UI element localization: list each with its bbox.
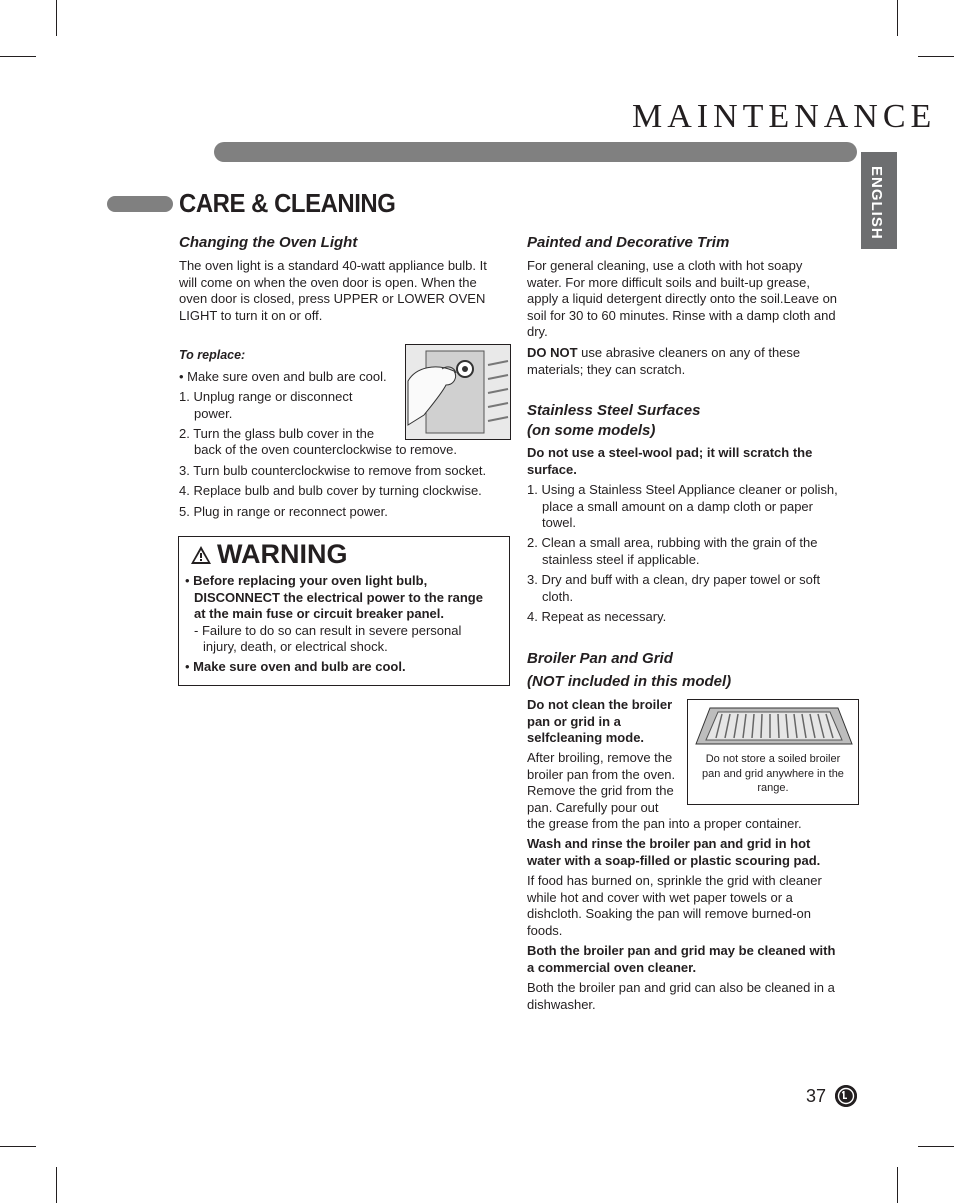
text-line: Wash and rinse the broiler pan and grid in hot bbox=[527, 836, 811, 851]
steel-step-3 bbox=[527, 572, 862, 605]
oven-light-illustration bbox=[405, 344, 511, 440]
text-line: - Failure to do so can result in severe personal bbox=[194, 622, 462, 638]
step-4: 4. Replace bulb and bulb cover by turning clockwise. bbox=[179, 483, 482, 498]
warning-bullet-2: • Make sure oven and bulb are cool. bbox=[185, 659, 406, 674]
crop-mark bbox=[897, 0, 898, 36]
text-line: selfcleaning mode. bbox=[527, 730, 645, 746]
step-1-cont: power. bbox=[194, 406, 233, 421]
text-span: use abrasive cleaners on any of these bbox=[577, 345, 801, 360]
text-line: apply a liquid detergent directly onto the soil.Leave on bbox=[527, 291, 838, 307]
crop-mark bbox=[56, 1167, 57, 1203]
text-line: towel. bbox=[542, 515, 576, 531]
text-line: 3. Dry and buff with a clean, dry paper towel or soft bbox=[527, 572, 821, 587]
text-line: After broiling, remove the bbox=[527, 750, 673, 765]
oven-light-heading: Changing the Oven Light bbox=[179, 234, 358, 251]
to-replace-label: To replace: bbox=[179, 348, 246, 362]
trim-body bbox=[527, 258, 862, 341]
warning-title: WARNING bbox=[217, 539, 348, 569]
broiler-heading: Broiler Pan and Grid bbox=[527, 650, 673, 667]
text-line: at the main fuse or circuit breaker panel. bbox=[194, 606, 444, 622]
text-line: broiler pan from the oven. bbox=[527, 766, 676, 782]
steel-warning bbox=[527, 445, 862, 478]
text-line: dishwasher. bbox=[527, 996, 596, 1012]
language-tab bbox=[861, 152, 897, 249]
text-line: water. For more difficult soils and built-up grease, bbox=[527, 274, 811, 290]
broiler-warning bbox=[527, 697, 687, 747]
broiler-heading-sub: (NOT included in this model) bbox=[527, 673, 732, 690]
crop-mark bbox=[918, 56, 954, 57]
text-line: 1. Using a Stainless Steel Appliance cleaner or polish, bbox=[527, 482, 838, 497]
text-line: Before replacing your oven light bulb, bbox=[193, 573, 428, 588]
broiler-dishwasher bbox=[527, 980, 862, 1013]
step-3: 3. Turn bulb counterclockwise to remove from socket. bbox=[179, 463, 487, 478]
text-line: while hot and cover with wet paper towels or a bbox=[527, 889, 793, 905]
text-line: dishcloth. Soaking the pan will remove burned-on bbox=[527, 906, 812, 922]
text-line: LIGHT to turn it on or off. bbox=[179, 307, 323, 323]
page-number: 37 bbox=[806, 1086, 827, 1106]
broiler-commercial bbox=[527, 943, 862, 976]
steel-step-1 bbox=[527, 482, 862, 532]
page-header-title: MAINTENANCE bbox=[632, 98, 937, 135]
text-line: foods. bbox=[527, 922, 563, 938]
text-line: pan or grid in a bbox=[527, 713, 621, 729]
text-line: Do not clean the broiler bbox=[527, 697, 673, 712]
step-1: 1. Unplug range or disconnect bbox=[179, 389, 353, 404]
text-line: 2. Clean a small area, rubbing with the grain of the bbox=[527, 535, 818, 550]
steel-step-2 bbox=[527, 535, 862, 568]
trim-donot bbox=[527, 345, 862, 378]
text-line: place a small amount on a damp cloth or paper bbox=[542, 498, 813, 514]
crop-mark bbox=[0, 56, 36, 57]
text-line: Both the broiler pan and grid can also be cleaned in a bbox=[527, 980, 835, 995]
text-line: Do not store a soiled broiler bbox=[705, 753, 841, 765]
broiler-caption bbox=[690, 752, 856, 796]
text-line: Do not use a steel-wool pad; it will scratch the bbox=[527, 445, 813, 460]
crop-mark bbox=[897, 1167, 898, 1203]
text-line: a commercial oven cleaner. bbox=[527, 959, 697, 975]
text-line: pan and grid anywhere in the bbox=[702, 767, 844, 780]
trim-heading: Painted and Decorative Trim bbox=[527, 234, 730, 251]
oven-light-intro bbox=[179, 258, 509, 324]
text-line: Both the broiler pan and grid may be cleaned with bbox=[527, 943, 836, 958]
text-line: will come on when the oven door is open. When the bbox=[179, 274, 477, 290]
text-line: Remove the grid from the bbox=[527, 783, 674, 799]
language-tab-label: ENGLISH bbox=[868, 166, 885, 240]
text-line: injury, death, or electrical shock. bbox=[203, 639, 388, 655]
text-line: DISCONNECT the electrical power to the range bbox=[194, 589, 483, 605]
text-line: pan. Carefully pour out bbox=[527, 799, 659, 815]
text-line: soil for 30 to 60 minutes. Rinse with a damp cloth and bbox=[527, 307, 836, 323]
warning-triangle-icon bbox=[190, 545, 212, 565]
text-line: the grease from the pan into a proper container. bbox=[527, 816, 802, 832]
text-line: water with a soap-filled or plastic scouring pad. bbox=[527, 852, 821, 868]
header-bar bbox=[214, 142, 857, 162]
text-line: The oven light is a standard 40-watt appliance bulb. It bbox=[179, 258, 487, 273]
steel-heading-sub: (on some models) bbox=[527, 422, 656, 439]
crop-mark bbox=[56, 0, 57, 36]
crop-mark bbox=[0, 1146, 36, 1147]
text-line: materials; they can scratch. bbox=[527, 361, 686, 377]
warning-box bbox=[178, 536, 510, 686]
section-title: CARE & CLEANING bbox=[179, 188, 396, 218]
step-2-cont: back of the oven counterclockwise to remove. bbox=[194, 442, 458, 457]
text-line: surface. bbox=[527, 461, 577, 477]
text-line: oven door is closed, press UPPER or LOWER OVEN bbox=[179, 291, 486, 307]
text-line: Make sure oven and bulb are cool. bbox=[193, 659, 406, 674]
step-5: 5. Plug in range or reconnect power. bbox=[179, 504, 388, 519]
warning-bullet-1: • Before replacing your oven light bulb, DISCONNECT the electrical power to the range at the main fuse or circuit breaker panel. - Failure to do so can result in severe personal injury, death, or electrical shock. bbox=[185, 573, 505, 656]
text-line: dry. bbox=[527, 324, 548, 340]
text-line: For general cleaning, use a cloth with hot soapy bbox=[527, 258, 803, 273]
text-span: DO NOT bbox=[527, 345, 578, 360]
steel-step-4: 4. Repeat as necessary. bbox=[527, 609, 667, 624]
broiler-burned bbox=[527, 873, 862, 939]
step-2: 2. Turn the glass bulb cover in the bbox=[179, 426, 375, 441]
cool-bullet: • Make sure oven and bulb are cool. bbox=[179, 369, 387, 384]
section-pill bbox=[107, 196, 173, 212]
steel-heading: Stainless Steel Surfaces bbox=[527, 402, 701, 419]
text-line: range. bbox=[757, 782, 789, 794]
text-line: stainless steel if applicable. bbox=[542, 551, 700, 567]
broiler-pan-illustration bbox=[687, 699, 859, 805]
lg-logo-icon bbox=[835, 1085, 857, 1107]
text-line: cloth. bbox=[542, 588, 574, 604]
broiler-wash bbox=[527, 836, 862, 869]
text-line: If food has burned on, sprinkle the grid with cleaner bbox=[527, 873, 822, 888]
crop-mark bbox=[918, 1146, 954, 1147]
